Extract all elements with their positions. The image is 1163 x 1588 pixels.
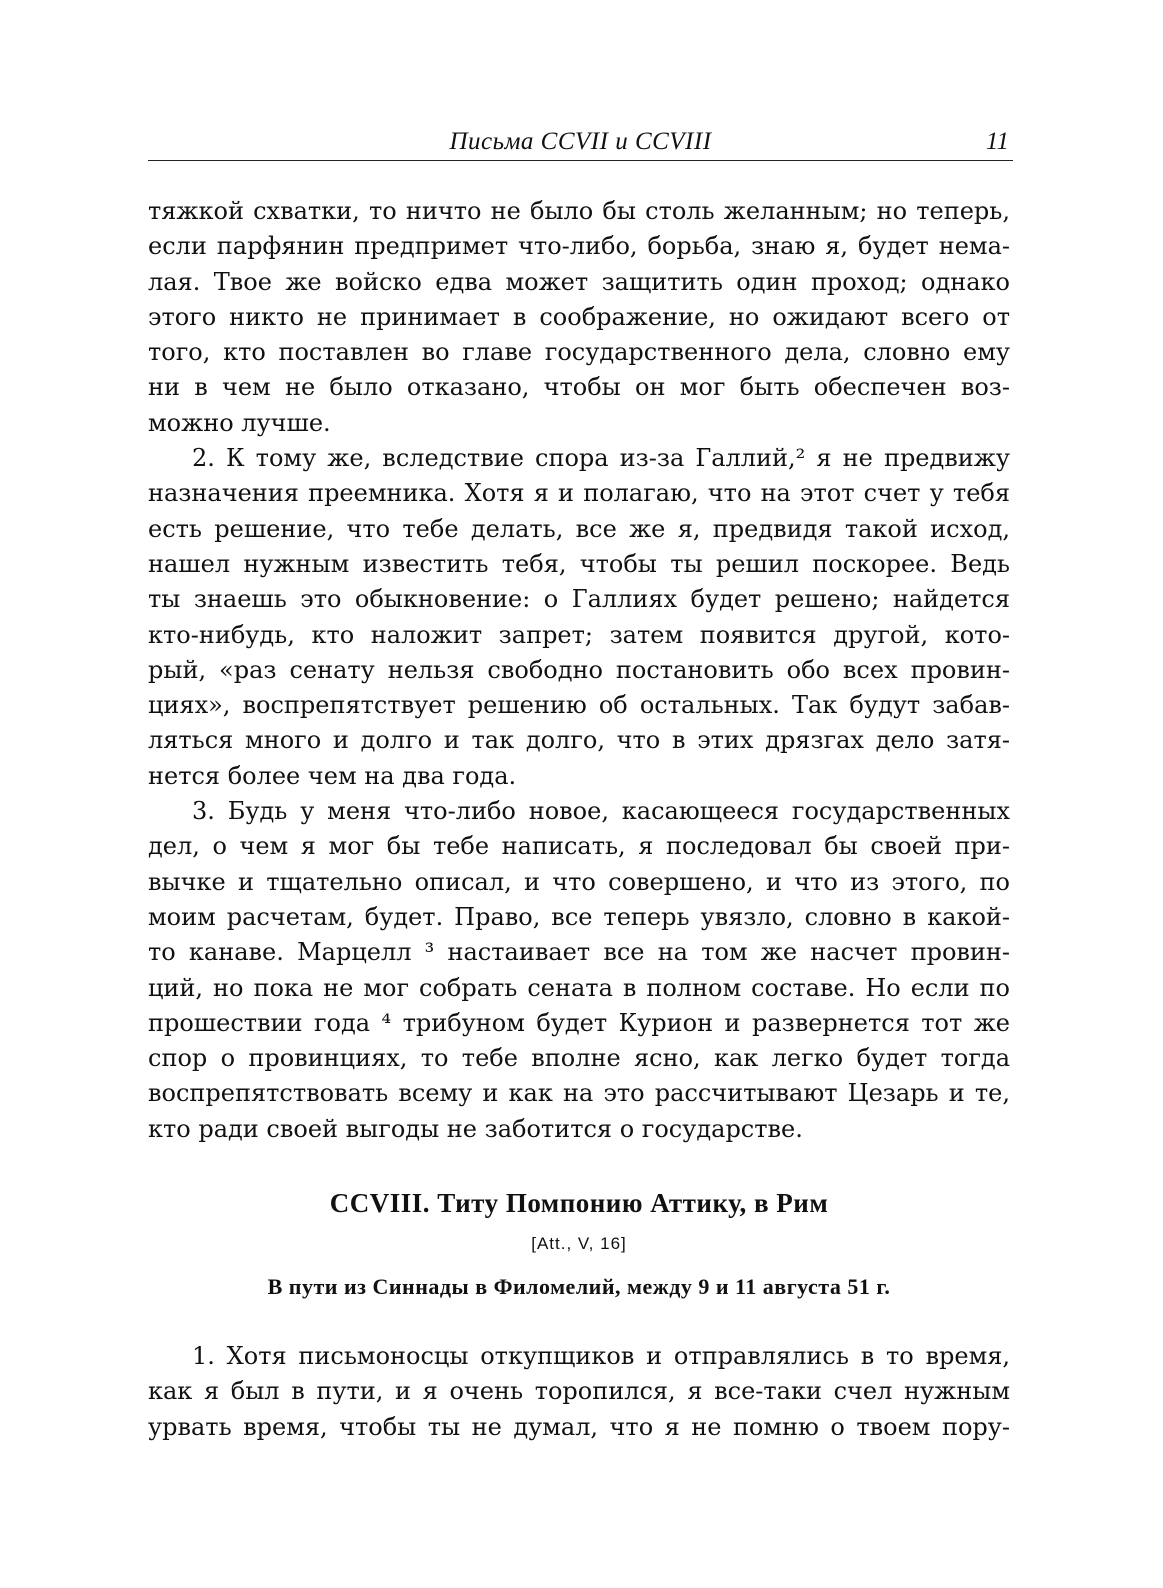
text-line: кто ради своей выгоды не заботится о государстве.: [148, 1114, 803, 1143]
text-line: нашел нужным известить тебя, чтобы ты решил поскорее. Ведь: [148, 549, 1010, 578]
text-line: назначения преемника. Хотя я и полагаю, что на этот счет у тебя: [148, 479, 1010, 508]
paragraph-3-start: 3. Будь у меня что-либо новое, касающееся государственных: [192, 797, 1010, 826]
text-line: того, кто поставлен во главе государственного дела, словно ему: [148, 338, 1010, 367]
text-line: нется более чем на два года.: [148, 761, 517, 790]
letter-reference: [Att., V, 16]: [531, 1234, 627, 1253]
text-line: можно лучше.: [148, 408, 331, 437]
page-number: 11: [985, 128, 1009, 155]
text-line: этого никто не принимает в соображение, но ожидают всего от: [148, 302, 1010, 331]
letter-place-date: В пути из Синнады в Филомелий, между 9 и 11 августа 51 г.: [267, 1274, 891, 1299]
text-line: есть решение, что тебе делать, все же я, предвидя такой исход,: [148, 514, 1010, 543]
letter-heading: CCVIII. Титу Помпонию Аттику, в Рим: [329, 1188, 829, 1218]
running-head: [148, 124, 1013, 161]
running-title: Письма CCVII и CCVIII: [449, 128, 712, 155]
text-line: рый, «раз сенату нельзя свободно постановить обо всех провин-: [148, 655, 1010, 684]
text-line: прошествии года ⁴ трибуном будет Курион и развернется тот же: [148, 1008, 1010, 1037]
text-line: моим расчетам, будет. Право, все теперь увязло, словно в какой-: [148, 902, 1010, 931]
text-line: тяжкой схватки, то ничто не было бы столь желанным; но теперь,: [148, 197, 1010, 225]
text-line: дел, о чем я мог бы тебе написать, я последовал бы своей при-: [148, 832, 1010, 861]
text-line: ни в чем не было отказано, чтобы он мог быть обеспечен воз-: [148, 373, 1010, 402]
text-line: ты знаешь это обыкновение: о Галлиях будет решено; найдется: [148, 585, 1010, 614]
text-line: циях», воспрепятствует решению об остальных. Так будут забав-: [148, 691, 1010, 720]
text-line: то канаве. Марцелл ³ настаивает все на том же насчет провин-: [148, 938, 1010, 967]
text-line: урвать время, чтобы ты не думал, что я не помню о твоем пору-: [148, 1412, 1010, 1441]
text-line: вычке и тщательно описал, и что совершено, и что из этого, по: [148, 867, 1010, 896]
text-line: воспрепятствовать всему и как на это рассчитывают Цезарь и те,: [148, 1079, 1010, 1108]
text-line: если парфянин предпримет что-либо, борьба, знаю я, будет нема-: [148, 232, 1010, 261]
paragraph-2-start: 2. К тому же, вследствие спора из-за Галлий,² я не предвижу: [192, 444, 1010, 473]
text-line: кто-нибудь, кто наложит запрет; затем появится другой, кото-: [148, 620, 1010, 649]
text-line: лая. Твое же войско едва может защитить один проход; однако: [148, 267, 1010, 296]
text-line: ляться много и долго и так долго, что в этих дрязгах дело затя-: [148, 726, 1010, 755]
letter-ccviii-text: [148, 1339, 1010, 1445]
letter-ccvii-text: [148, 194, 1010, 1147]
text-line: спор о провинциях, то тебе вполне ясно, как легко будет тогда: [148, 1044, 1010, 1073]
paragraph-1-start: 1. Хотя письмоносцы откупщиков и отправлялись в то время,: [192, 1342, 1010, 1370]
text-line: как я был в пути, и я очень торопился, я все-таки счел нужным: [148, 1377, 1010, 1406]
text-line: ций, но пока не мог собрать сената в полном составе. Но если по: [148, 973, 1010, 1002]
